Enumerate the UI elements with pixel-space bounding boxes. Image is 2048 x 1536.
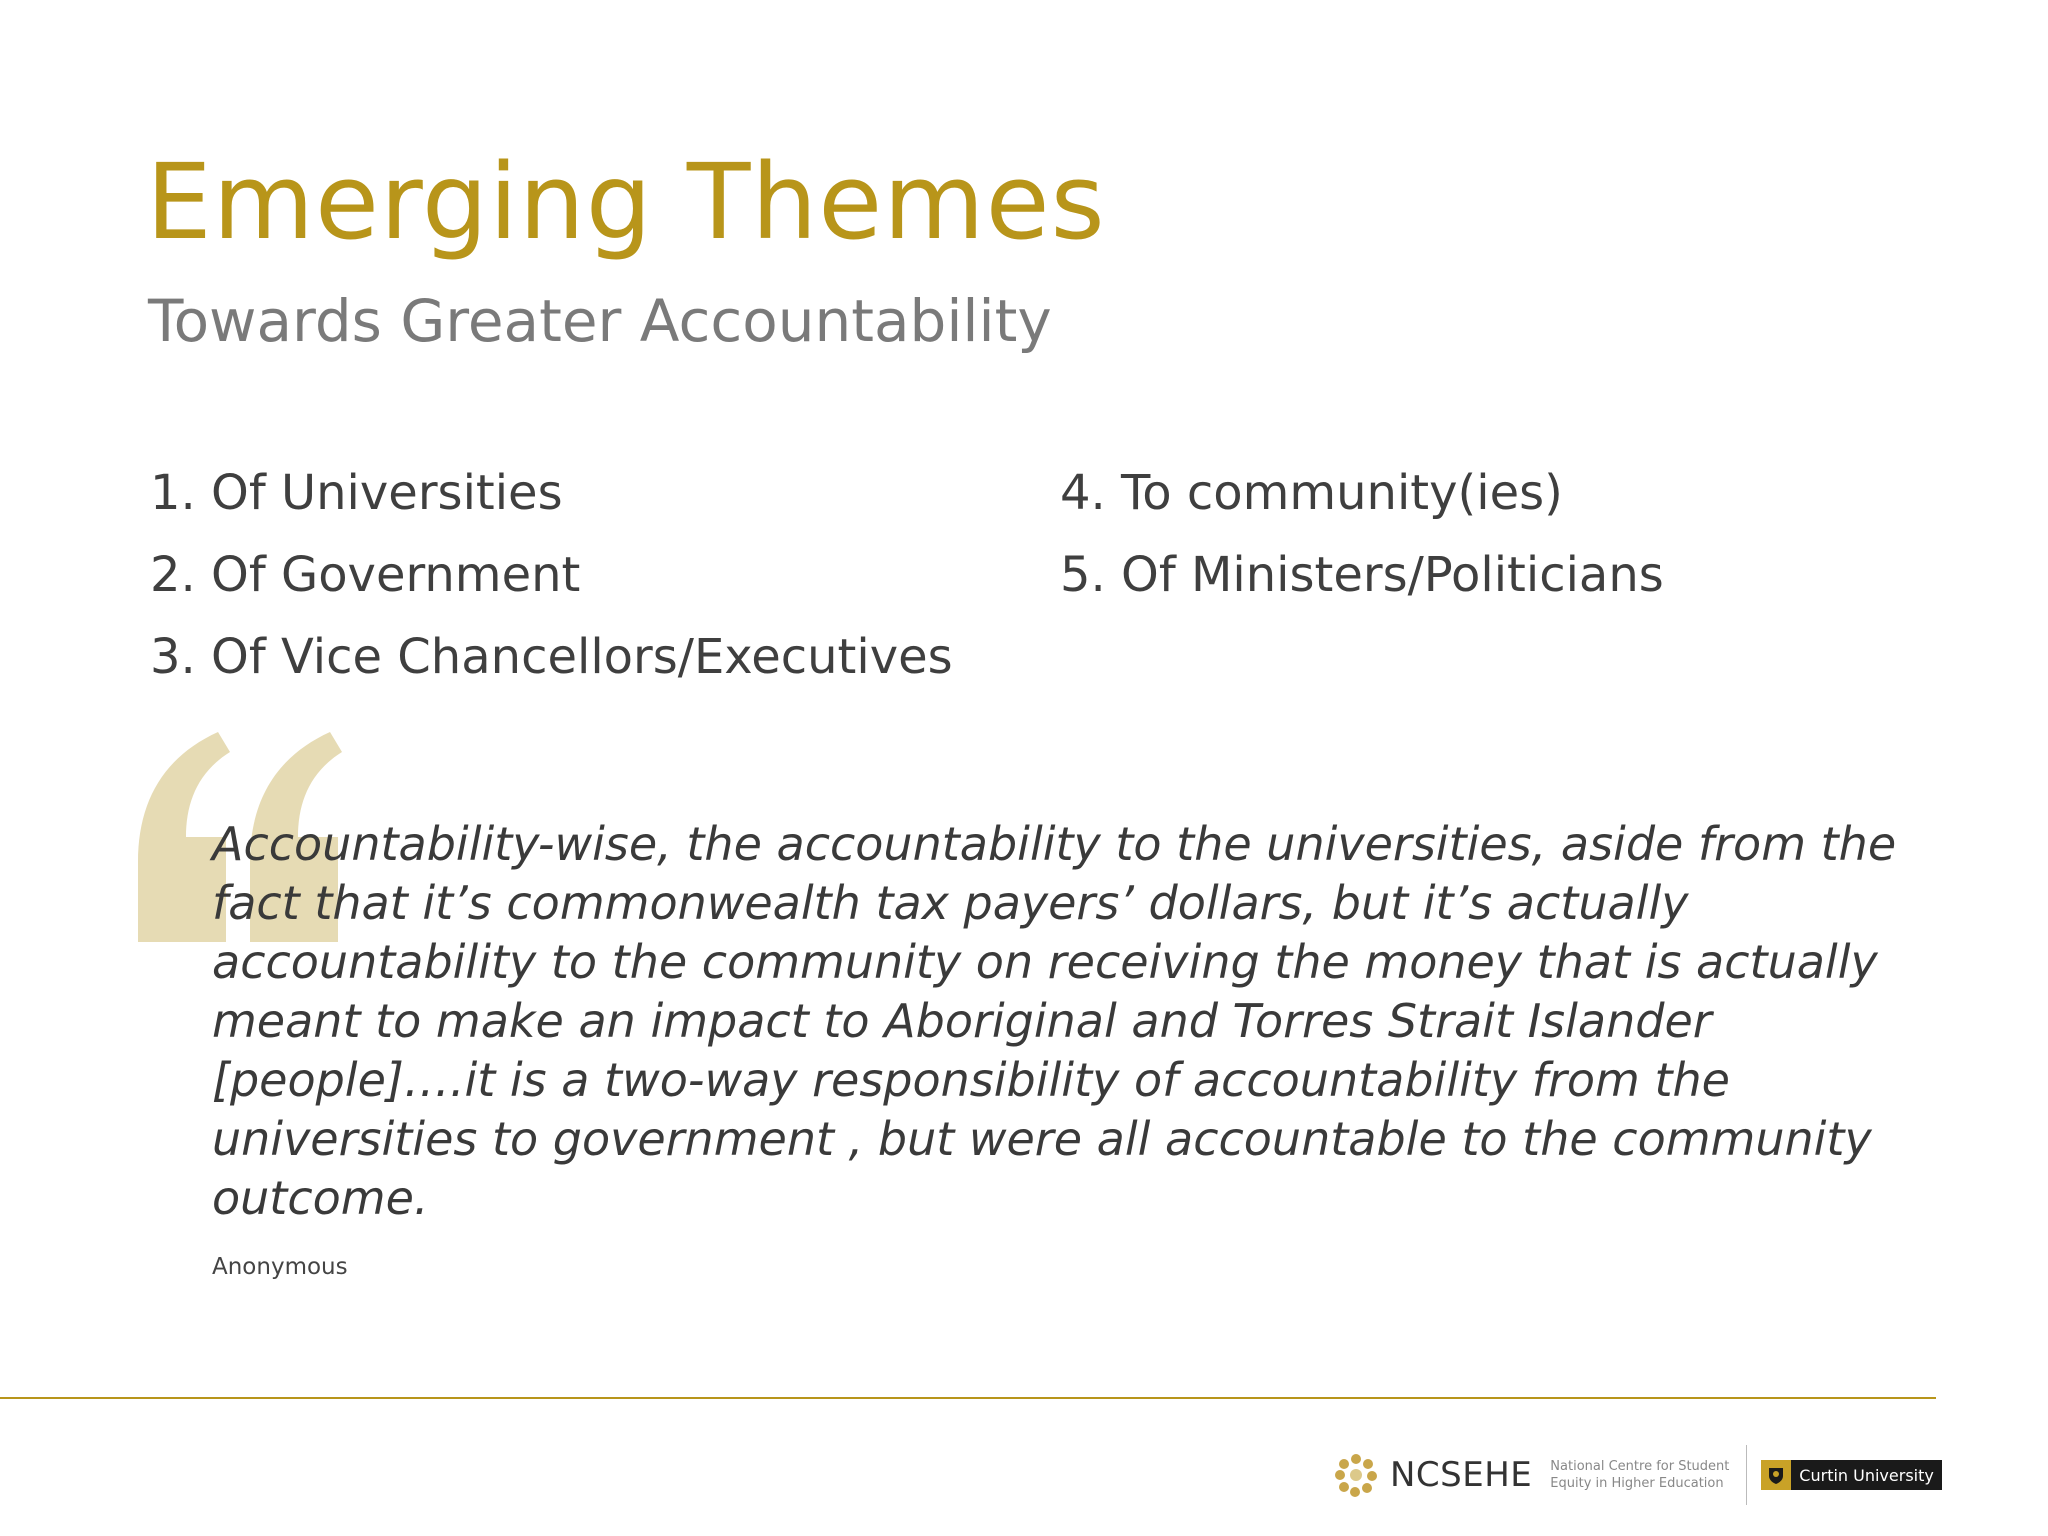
themes-list-left [150,452,953,698]
slide-subtitle: Towards Greater Accountability [148,287,1052,355]
ncsehe-desc-line: Equity in Higher Education [1550,1476,1724,1491]
logo-separator [1746,1445,1747,1505]
curtin-crest-icon [1761,1460,1791,1490]
ncsehe-desc-line: National Centre for Student [1550,1459,1730,1474]
quote-author: Anonymous [212,1254,348,1280]
slide-title: Emerging Themes [146,141,1106,263]
curtin-name: Curtin University [1799,1465,1934,1485]
list-item: 1. Of Universities [150,465,563,521]
list-item: 5. Of Ministers/Politicians [1060,547,1664,603]
ncsehe-description [1550,1458,1730,1492]
list-item: 2. Of Government [150,547,581,603]
footer-logos [1332,1445,1942,1505]
ncsehe-logo-icon [1332,1451,1380,1499]
list-item: 4. To community(ies) [1060,465,1563,521]
curtin-logo [1761,1460,1942,1490]
themes-list-right [1060,452,1664,616]
ncsehe-name: NCSEHE [1390,1455,1533,1495]
list-item: 3. Of Vice Chancellors/Executives [150,629,953,685]
footer-divider [0,1397,1936,1399]
quote-text: Accountability-wise, the accountability to the universities, aside from the fact that it’s commonwealth tax payers’ dollars, but it’s actually accountability to the community on receiving the money that is actually meant to make an impact to Aboriginal and Torres Strait Islander [people]….it is a two-way responsibility of accountability from the universities to government , but were all accountable to the community outcome. [212,817,1897,1225]
